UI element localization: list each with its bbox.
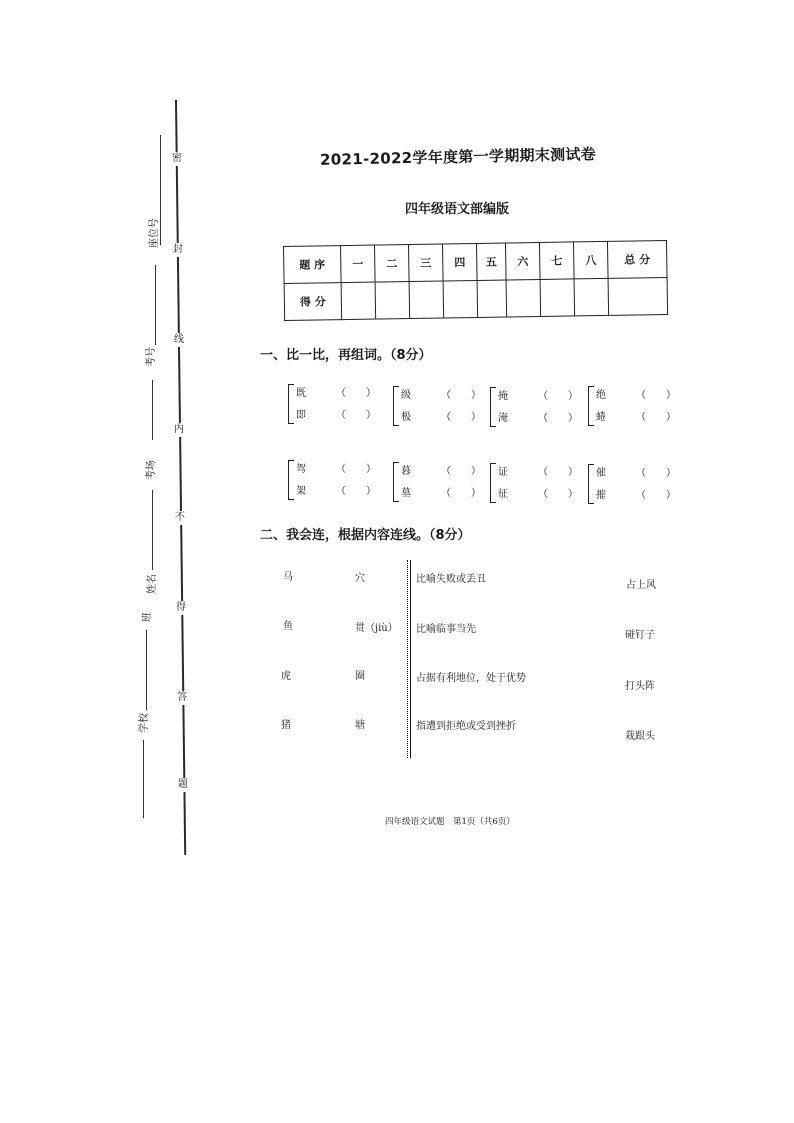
blank[interactable]: （ ）: [636, 412, 676, 423]
column-header: 八: [573, 241, 608, 279]
word-pair: [490, 460, 578, 506]
match-item-idiom[interactable]: 栽跟头: [625, 731, 655, 742]
school-label: 学校: [139, 713, 150, 733]
char: 证: [498, 467, 508, 478]
score-cell[interactable]: [574, 278, 609, 316]
exam-number-label: 考号: [146, 347, 157, 367]
binding-char: 题: [178, 779, 188, 790]
char: 征: [498, 489, 508, 500]
blank[interactable]: （ ）: [538, 467, 578, 478]
column-header: 总 分: [607, 240, 667, 278]
word-pair: [288, 457, 376, 503]
side-fill-line: [152, 490, 153, 570]
brace: [490, 387, 496, 427]
match-item-animal[interactable]: 虎: [281, 671, 291, 682]
char: 掩: [498, 391, 508, 402]
binding-char: 得: [176, 602, 186, 613]
char: 既: [296, 388, 306, 399]
match-item-meaning[interactable]: 比喻失败或丢丑: [416, 574, 486, 585]
side-fill-line: [155, 265, 156, 345]
word-pair: [588, 383, 676, 429]
blank[interactable]: （ ）: [441, 412, 481, 423]
side-fill-line: [152, 380, 153, 440]
blank[interactable]: （ ）: [636, 390, 676, 401]
char: 摧: [596, 490, 606, 501]
binding-char: 密: [172, 153, 182, 164]
char: 淹: [498, 413, 508, 424]
match-item-idiom[interactable]: 碰钉子: [625, 630, 655, 641]
match-item-animal[interactable]: 猪: [281, 720, 291, 731]
word-pair: [288, 381, 376, 427]
seat-number-label: 座位号: [149, 218, 160, 248]
name-label: 姓名: [147, 574, 158, 594]
char: 绝: [596, 390, 606, 401]
score-cell[interactable]: [443, 280, 478, 318]
match-item-place[interactable]: 圈: [355, 671, 365, 682]
blank[interactable]: （ ）: [636, 468, 676, 479]
score-cell[interactable]: [409, 281, 444, 319]
binding-char: 线: [174, 334, 184, 345]
binding-char: 答: [177, 692, 187, 703]
row-label: 题 序: [284, 246, 342, 284]
match-item-meaning[interactable]: 指遭到拒绝或受到挫折: [416, 721, 516, 732]
blank[interactable]: （ ）: [636, 490, 676, 501]
class-label: 班: [142, 612, 153, 622]
column-header: 五: [476, 243, 506, 280]
binding-char: 内: [174, 424, 184, 435]
word-pair: [393, 383, 481, 429]
brace: [393, 462, 399, 502]
divider-bar: [407, 560, 411, 758]
char: 蜷: [596, 412, 606, 423]
column-header: 一: [341, 245, 376, 283]
blank[interactable]: （ ）: [336, 486, 376, 497]
column-header: 二: [374, 245, 409, 283]
match-item-place[interactable]: 塘: [355, 720, 365, 731]
score-cell[interactable]: [477, 280, 507, 317]
section-2-title: 二、我会连，根据内容连线。（8分）: [260, 528, 471, 543]
column-header: 六: [505, 242, 540, 280]
char: 架: [296, 486, 306, 497]
char: 催: [596, 468, 606, 479]
exam-room-label: 考场: [146, 460, 157, 480]
brace: [490, 463, 496, 503]
word-pair: [393, 459, 481, 505]
side-fill-line: [143, 740, 144, 818]
section-1-title: 一、比一比，再组词。（8分）: [260, 348, 432, 363]
score-cell[interactable]: [608, 277, 668, 315]
char: 暮: [401, 466, 411, 477]
match-item-place[interactable]: 穴: [355, 573, 365, 584]
score-table-score-row: [284, 277, 668, 320]
blank[interactable]: （ ）: [336, 410, 376, 421]
exam-subtitle: 四年级语文部编版: [405, 202, 510, 217]
match-item-animal[interactable]: 马: [283, 572, 293, 583]
brace: [393, 386, 399, 426]
brace: [288, 384, 294, 424]
row-label: 得 分: [284, 283, 342, 321]
char: 级: [401, 390, 411, 401]
column-header: 三: [408, 244, 443, 282]
blank[interactable]: （ ）: [538, 413, 578, 424]
blank[interactable]: （ ）: [538, 489, 578, 500]
column-header: 四: [442, 243, 477, 281]
binding-line: [175, 100, 186, 855]
score-cell[interactable]: [540, 279, 575, 317]
match-item-animal[interactable]: 鱼: [283, 621, 293, 632]
word-pair: [588, 461, 676, 507]
blank[interactable]: （ ）: [336, 388, 376, 399]
match-item-meaning[interactable]: 比喻临事当先: [416, 624, 476, 635]
side-fill-line: [146, 630, 147, 710]
brace: [288, 460, 294, 500]
char: 墓: [401, 488, 411, 499]
side-fill-line: [160, 135, 161, 245]
column-header: 七: [539, 242, 574, 280]
word-pair: [490, 384, 578, 430]
score-table: [283, 240, 668, 321]
blank[interactable]: （ ）: [441, 488, 481, 499]
binding-char: 封: [173, 244, 183, 255]
match-item-place[interactable]: 贯（jiù）: [355, 623, 398, 634]
binding-char: 不: [175, 512, 185, 523]
char: 极: [401, 412, 411, 423]
brace: [588, 464, 594, 504]
brace: [588, 386, 594, 426]
score-table-header-row: [284, 240, 668, 283]
match-item-meaning[interactable]: 占据有利地位，处于优势: [416, 673, 526, 684]
page-footer: 四年级语文试题 第1页（共6页）: [385, 817, 515, 827]
score-cell[interactable]: [341, 282, 376, 320]
blank[interactable]: （ ）: [538, 391, 578, 402]
match-item-idiom[interactable]: 打头阵: [625, 681, 655, 692]
match-item-idiom[interactable]: 占上风: [626, 580, 656, 591]
score-cell[interactable]: [375, 282, 410, 320]
char: 即: [296, 410, 306, 421]
blank[interactable]: （ ）: [441, 390, 481, 401]
char: 驾: [296, 464, 306, 475]
blank[interactable]: （ ）: [441, 466, 481, 477]
score-cell[interactable]: [506, 279, 541, 317]
exam-title: 2021-2022学年度第一学期期末测试卷: [319, 145, 597, 169]
blank[interactable]: （ ）: [336, 464, 376, 475]
